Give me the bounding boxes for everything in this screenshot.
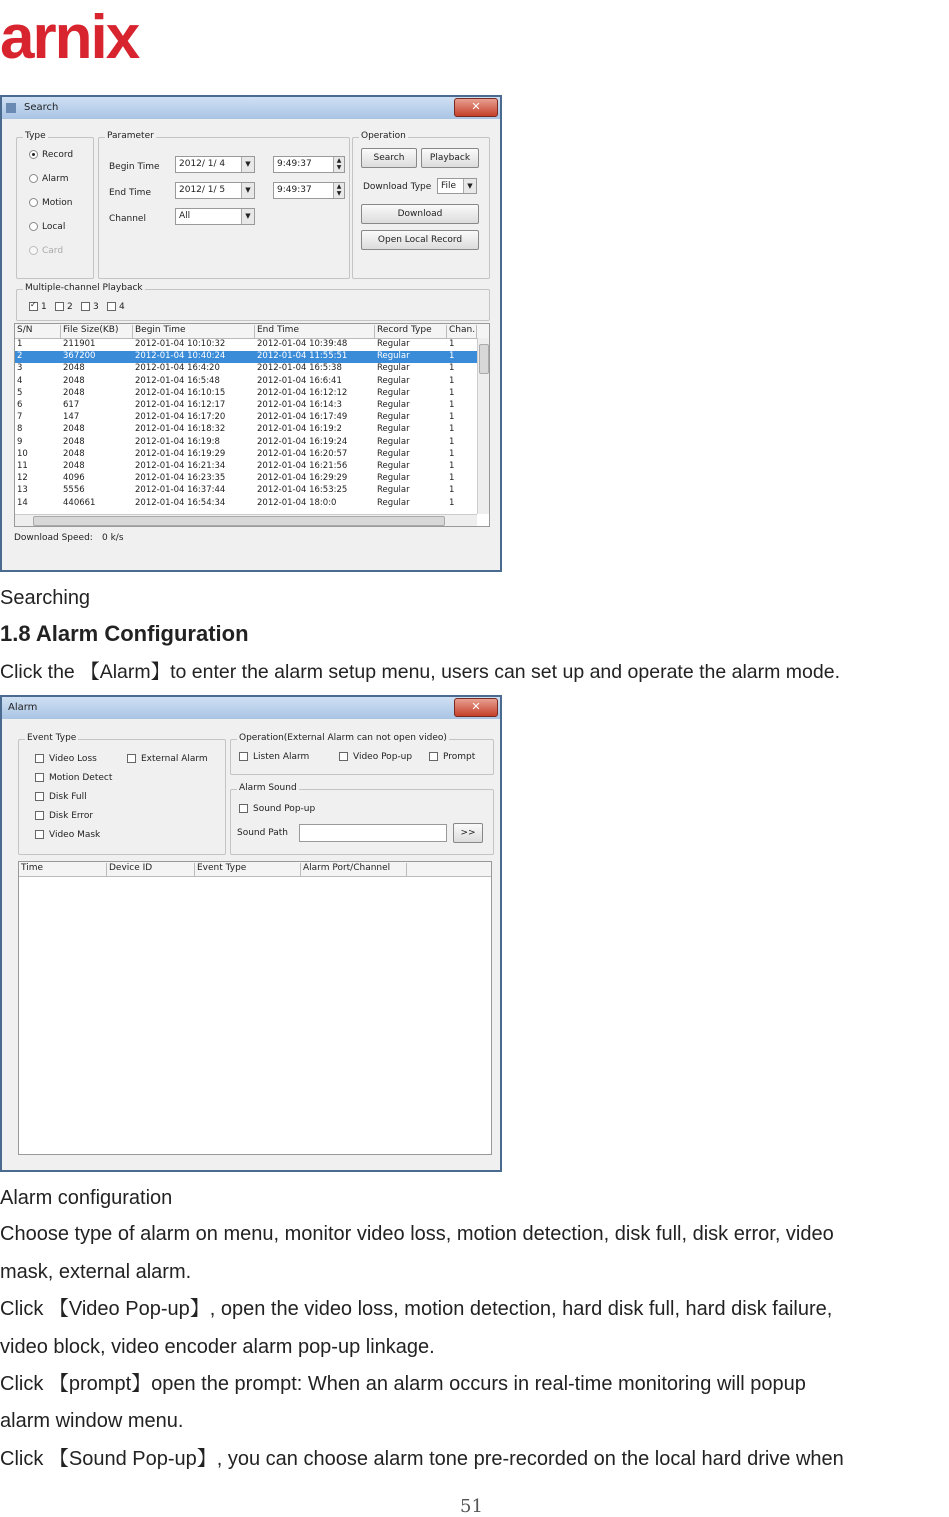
table-cell: 2012-01-04 16:10:15	[135, 387, 226, 398]
video-mask-label: Video Mask	[49, 830, 101, 840]
channel-1-checkbox[interactable]	[29, 302, 38, 311]
col-header[interactable]: Record Type	[375, 325, 447, 338]
type-alarm-radio[interactable]	[29, 174, 38, 183]
table-cell: Regular	[377, 339, 410, 349]
col-header[interactable]: Begin Time	[133, 325, 255, 338]
video-mask-checkbox[interactable]	[35, 830, 44, 839]
end-date-picker[interactable]	[175, 182, 255, 199]
search-caption: Searching	[0, 587, 91, 609]
table-cell: 1	[449, 375, 455, 386]
event-type-label: Event Type	[27, 733, 77, 743]
channel-4-label: 4	[119, 302, 125, 312]
begin-time-label: Begin Time	[109, 162, 160, 172]
alarm-window-title: Alarm	[8, 702, 38, 713]
prompt-checkbox[interactable]	[429, 752, 438, 761]
type-motion-label: Motion	[42, 198, 73, 208]
external-alarm-label: External Alarm	[141, 754, 208, 764]
table-cell: 2012-01-04 16:12:17	[135, 400, 226, 410]
table-cell: Regular	[377, 461, 410, 471]
end-date-value: 2012/ 1/ 5	[179, 185, 226, 195]
table-cell: 2012-01-04 16:17:49	[257, 412, 348, 423]
table-row[interactable]	[15, 400, 477, 412]
video-loss-label: Video Loss	[49, 754, 97, 764]
intro-text: Click the 【Alarm】to enter the alarm setup menu, users can set up and operate the alarm mode.	[0, 661, 840, 683]
table-cell: 5	[17, 387, 23, 398]
table-cell: 1	[449, 351, 455, 362]
table-cell: Regular	[377, 400, 410, 410]
section-heading: 1.8 Alarm Configuration	[0, 621, 249, 646]
table-cell: 2012-01-04 16:23:35	[135, 473, 226, 484]
listen-alarm-label: Listen Alarm	[253, 752, 310, 762]
table-cell: 2012-01-04 16:17:20	[135, 412, 226, 423]
search-window	[0, 95, 502, 572]
operation-group	[352, 131, 490, 279]
table-cell: 2012-01-04 16:19:2	[257, 424, 342, 435]
channel-label: Channel	[109, 214, 146, 224]
table-row[interactable]	[15, 473, 477, 485]
svg-text:arnix: arnix	[0, 3, 139, 64]
type-group-label: Type	[25, 131, 46, 141]
table-cell: 367200	[63, 351, 96, 362]
table-cell: 617	[63, 400, 80, 410]
alarm-window-titlebar	[2, 697, 500, 719]
table-cell: 5556	[63, 485, 85, 496]
table-cell: 1	[449, 485, 455, 496]
vertical-scrollbar[interactable]	[477, 338, 489, 514]
alarm-caption: Alarm configuration	[0, 1187, 173, 1209]
table-cell: Regular	[377, 473, 410, 484]
col-header[interactable]: End Time	[255, 325, 375, 338]
table-cell: 2012-01-04 10:40:24	[135, 351, 226, 362]
sound-popup-label: Sound Pop-up	[253, 804, 316, 814]
page-number: 51	[460, 1496, 483, 1517]
table-cell: 1	[449, 339, 455, 349]
download-button[interactable]: Download	[361, 204, 479, 224]
table-cell: 2012-01-04 16:37:44	[135, 485, 226, 496]
channel-4-checkbox[interactable]	[107, 302, 116, 311]
table-cell: 2048	[63, 387, 85, 398]
table-cell: 211901	[63, 339, 96, 349]
table-cell: 2048	[63, 424, 85, 435]
table-cell: 11	[17, 461, 28, 471]
table-cell: Regular	[377, 351, 410, 362]
table-cell: 4096	[63, 473, 85, 484]
horizontal-scrollbar[interactable]	[15, 514, 477, 526]
channel-3-checkbox[interactable]	[81, 302, 90, 311]
table-cell: 1	[449, 497, 455, 508]
table-cell: Regular	[377, 375, 410, 386]
table-cell: 2012-01-04 16:19:24	[257, 436, 348, 447]
table-cell: 147	[63, 412, 80, 423]
end-time-label: End Time	[109, 188, 151, 198]
table-cell: 2012-01-04 16:14:3	[257, 400, 342, 410]
close-button[interactable]: ✕	[454, 698, 498, 717]
sound-popup-checkbox[interactable]	[239, 804, 248, 813]
search-button[interactable]: Search	[361, 148, 417, 168]
paragraph-line: alarm window menu.	[0, 1410, 184, 1432]
table-row[interactable]	[15, 351, 477, 363]
table-cell: 2012-01-04 16:12:12	[257, 387, 348, 398]
spinner-icon[interactable]: ▲ ▼	[333, 183, 344, 198]
chevron-down-icon[interactable]: ▼	[241, 209, 254, 224]
type-record-label: Record	[42, 150, 74, 160]
table-cell: Regular	[377, 485, 410, 496]
begin-date-value: 2012/ 1/ 4	[179, 159, 226, 169]
operation-group	[230, 733, 494, 775]
type-local-radio[interactable]	[29, 222, 38, 231]
table-cell: 12	[17, 473, 28, 484]
table-cell: 2012-01-04 16:6:41	[257, 375, 342, 386]
table-cell: 10	[17, 448, 28, 459]
end-time-value: 9:49:37	[277, 185, 312, 195]
parameter-group	[98, 131, 350, 279]
table-cell: 4	[17, 375, 23, 386]
scroll-thumb[interactable]	[33, 516, 445, 526]
table-cell: 14	[17, 497, 28, 508]
table-cell: 7	[17, 412, 23, 423]
paragraph-line: Click 【prompt】open the prompt: When an alarm occurs in real-time monitoring will popup	[0, 1373, 806, 1395]
table-cell: 2048	[63, 436, 85, 447]
paragraph-line: Click 【Video Pop-up】, open the video loss, motion detection, hard disk full, hard disk failure,	[0, 1298, 833, 1320]
table-cell: Regular	[377, 436, 410, 447]
alarm-sound-label: Alarm Sound	[239, 783, 297, 793]
listen-alarm-checkbox[interactable]	[239, 752, 248, 761]
col-header[interactable]: S/N	[15, 325, 61, 338]
operation-group-label: Operation	[361, 131, 406, 141]
paragraph-line: mask, external alarm.	[0, 1261, 192, 1283]
prompt-label: Prompt	[443, 752, 476, 762]
table-cell: 2012-01-04 16:53:25	[257, 485, 348, 496]
table-cell: 2012-01-04 16:19:8	[135, 436, 220, 447]
table-cell: Regular	[377, 412, 410, 423]
type-motion-radio[interactable]	[29, 198, 38, 207]
scroll-thumb[interactable]	[479, 344, 489, 374]
table-cell: 2012-01-04 16:19:29	[135, 448, 226, 459]
channel-1-label: 1	[41, 302, 47, 312]
table-cell: 2012-01-04 16:29:29	[257, 473, 348, 484]
paragraph-line: Choose type of alarm on menu, monitor video loss, motion detection, disk full, disk error, video	[0, 1223, 834, 1245]
video-popup-label: Video Pop-up	[353, 752, 413, 762]
type-group	[16, 131, 94, 279]
browse-button[interactable]: >>	[453, 823, 483, 843]
table-cell: 2012-01-04 18:0:0	[257, 497, 337, 508]
table-cell: 1	[449, 461, 455, 471]
end-time-field[interactable]	[273, 182, 345, 199]
close-button[interactable]: ✕	[454, 98, 498, 117]
col-header[interactable]: Event Type	[195, 863, 301, 876]
table-cell: 2	[17, 351, 23, 362]
table-cell: 13	[17, 485, 28, 496]
multichannel-group-label: Multiple-channel Playback	[25, 283, 143, 293]
begin-time-value: 9:49:37	[277, 159, 312, 169]
disk-error-checkbox[interactable]	[35, 811, 44, 820]
table-cell: 2012-01-04 16:18:32	[135, 424, 226, 435]
alarm-table[interactable]	[18, 861, 492, 1155]
table-cell: 1	[449, 363, 455, 374]
table-cell: 9	[17, 436, 23, 447]
paragraph-line: video block, video encoder alarm pop-up linkage.	[0, 1336, 435, 1358]
table-row[interactable]	[15, 461, 477, 473]
channel-2-checkbox[interactable]	[55, 302, 64, 311]
alarm-window	[0, 695, 502, 1172]
channel-select[interactable]	[175, 208, 255, 225]
table-cell: 1	[449, 473, 455, 484]
table-cell: 1	[449, 412, 455, 423]
download-type-select[interactable]	[437, 178, 477, 194]
table-cell: 2012-01-04 16:21:34	[135, 461, 226, 471]
type-record-radio[interactable]	[29, 150, 38, 159]
motion-detect-checkbox[interactable]	[35, 773, 44, 782]
table-cell: 1	[17, 339, 23, 349]
table-row[interactable]	[15, 424, 477, 436]
event-type-group	[18, 733, 226, 855]
table-cell: 1	[449, 424, 455, 435]
col-header[interactable]: Time	[19, 863, 107, 876]
table-cell: 2048	[63, 448, 85, 459]
spinner-icon[interactable]: ▲ ▼	[333, 157, 344, 172]
table-row[interactable]	[15, 376, 477, 388]
table-header	[15, 324, 489, 339]
download-type-label: Download Type	[363, 182, 432, 192]
table-cell: 440661	[63, 497, 96, 508]
table-cell: 3	[17, 363, 23, 374]
table-cell: 2048	[63, 461, 85, 471]
channel-2-label: 2	[67, 302, 73, 312]
table-row[interactable]	[15, 449, 477, 461]
disk-full-checkbox[interactable]	[35, 792, 44, 801]
table-cell: 2012-01-04 16:4:20	[135, 363, 220, 374]
table-cell: 2012-01-04 16:5:48	[135, 375, 220, 386]
operation-group-label: Operation(External Alarm can not open video)	[239, 733, 447, 743]
sound-path-input[interactable]	[299, 824, 447, 842]
table-row[interactable]	[15, 485, 477, 497]
table-cell: 2012-01-04 16:20:57	[257, 448, 348, 459]
alarm-sound-group	[230, 783, 494, 855]
table-cell: 6	[17, 400, 23, 410]
search-window-titlebar	[2, 97, 500, 119]
table-cell: 1	[449, 436, 455, 447]
download-speed-label: Download Speed:	[14, 533, 93, 543]
chevron-down-icon[interactable]: ▼	[241, 183, 254, 198]
table-cell: Regular	[377, 363, 410, 374]
col-header[interactable]: Device ID	[107, 863, 195, 876]
table-cell: 1	[449, 387, 455, 398]
table-row[interactable]	[15, 339, 477, 351]
motion-detect-label: Motion Detect	[49, 773, 113, 783]
table-cell: 2012-01-04 10:10:32	[135, 339, 226, 349]
video-popup-checkbox[interactable]	[339, 752, 348, 761]
table-row[interactable]	[15, 437, 477, 449]
begin-date-picker[interactable]	[175, 156, 255, 173]
chevron-down-icon[interactable]: ▼	[463, 179, 476, 193]
table-row[interactable]	[15, 388, 477, 400]
download-speed-value: 0 k/s	[102, 533, 124, 543]
table-cell: 2048	[63, 375, 85, 386]
table-cell: Regular	[377, 387, 410, 398]
type-alarm-label: Alarm	[42, 174, 69, 184]
col-header[interactable]: File Size(KB)	[61, 325, 133, 338]
arnix-logo	[0, 2, 175, 64]
parameter-group-label: Parameter	[107, 131, 154, 141]
table-cell: 8	[17, 424, 23, 435]
video-loss-checkbox[interactable]	[35, 754, 44, 763]
table-cell: 2048	[63, 363, 85, 374]
table-cell: Regular	[377, 424, 410, 435]
type-card-label: Card	[42, 246, 64, 256]
table-row[interactable]	[15, 412, 477, 424]
multichannel-group	[16, 283, 490, 321]
disk-full-label: Disk Full	[49, 792, 87, 802]
download-type-value: File	[441, 181, 457, 191]
type-card-radio[interactable]	[29, 246, 38, 255]
col-header[interactable]: Alarm Port/Channel	[301, 863, 407, 876]
begin-time-field[interactable]	[273, 156, 345, 173]
table-cell: 2012-01-04 10:39:48	[257, 339, 348, 349]
paragraph-line: Click 【Sound Pop-up】, you can choose alarm tone pre-recorded on the local hard drive when	[0, 1448, 844, 1470]
type-local-label: Local	[42, 222, 66, 232]
chevron-down-icon[interactable]: ▼	[241, 157, 254, 172]
table-row[interactable]	[15, 498, 477, 510]
table-cell: Regular	[377, 497, 410, 508]
table-cell: 2012-01-04 11:55:51	[257, 351, 348, 362]
disk-error-label: Disk Error	[49, 811, 94, 821]
record-table[interactable]	[14, 323, 490, 527]
playback-button[interactable]: Playback	[421, 148, 479, 168]
channel-value: All	[179, 211, 191, 221]
external-alarm-checkbox[interactable]	[127, 754, 136, 763]
table-header	[19, 862, 491, 877]
sound-path-label: Sound Path	[237, 828, 288, 838]
table-cell: 1	[449, 448, 455, 459]
table-row[interactable]	[15, 363, 477, 375]
channel-3-label: 3	[93, 302, 99, 312]
window-icon	[6, 103, 16, 113]
col-header[interactable]: Chan.	[447, 325, 477, 338]
table-cell: 2012-01-04 16:54:34	[135, 497, 226, 508]
open-local-record-button[interactable]: Open Local Record	[361, 230, 479, 250]
table-cell: 2012-01-04 16:21:56	[257, 461, 348, 471]
table-cell: 2012-01-04 16:5:38	[257, 363, 342, 374]
search-window-title: Search	[24, 102, 59, 113]
table-cell: Regular	[377, 448, 410, 459]
table-cell: 1	[449, 400, 455, 410]
